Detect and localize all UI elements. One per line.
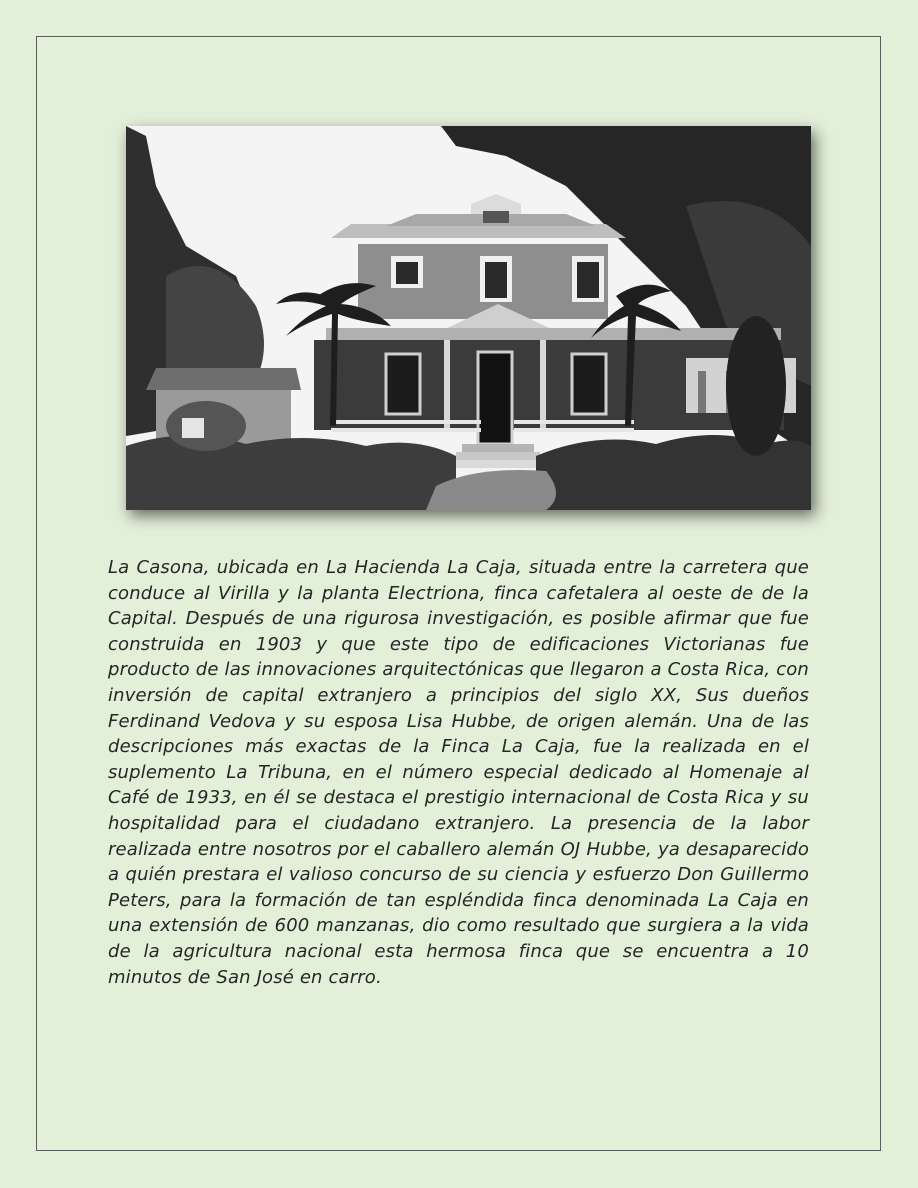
body-paragraph: La Casona, ubicada en La Hacienda La Caja, situada entre la carretera que conduce al Virilla y la planta Electriona, finca cafetalera al oeste de de la Capital. Después de una rigurosa investigación, es posible afirmar que fue construida en 1903 y que este tipo de edificaciones Victorianas fue producto de las innovaciones arquitectónicas que llegaron a Costa Rica, con inversión de capital extranjero a principios del siglo XX, Sus dueños Ferdinand Vedova y su esposa Lisa Hubbe, de origen alemán. Una de las descripciones más exactas de la Finca La Caja, fue la realizada en el suplemento La Tribuna, en el número especial dedicado al Homenaje al Café de 1933, en él se destaca el prestigio internacional de Costa Rica y su hospitalidad para el ciudadano extranjero. La presencia de la labor realizada entre nosotros por el caballero alemán OJ Hubbe, ya desaparecido a quién prestara el valioso concurso de su ciencia y esfuerzo Don Guillermo Peters, para la formación de tan espléndida finca denominada La Caja en una extensión de 600 manzanas, dio como resultado que surgiera a la vida de la agricultura nacional esta hermosa finca que se encuentra a 10 minutos de San José en carro. [108,557,809,988]
house-photo [126,126,811,510]
